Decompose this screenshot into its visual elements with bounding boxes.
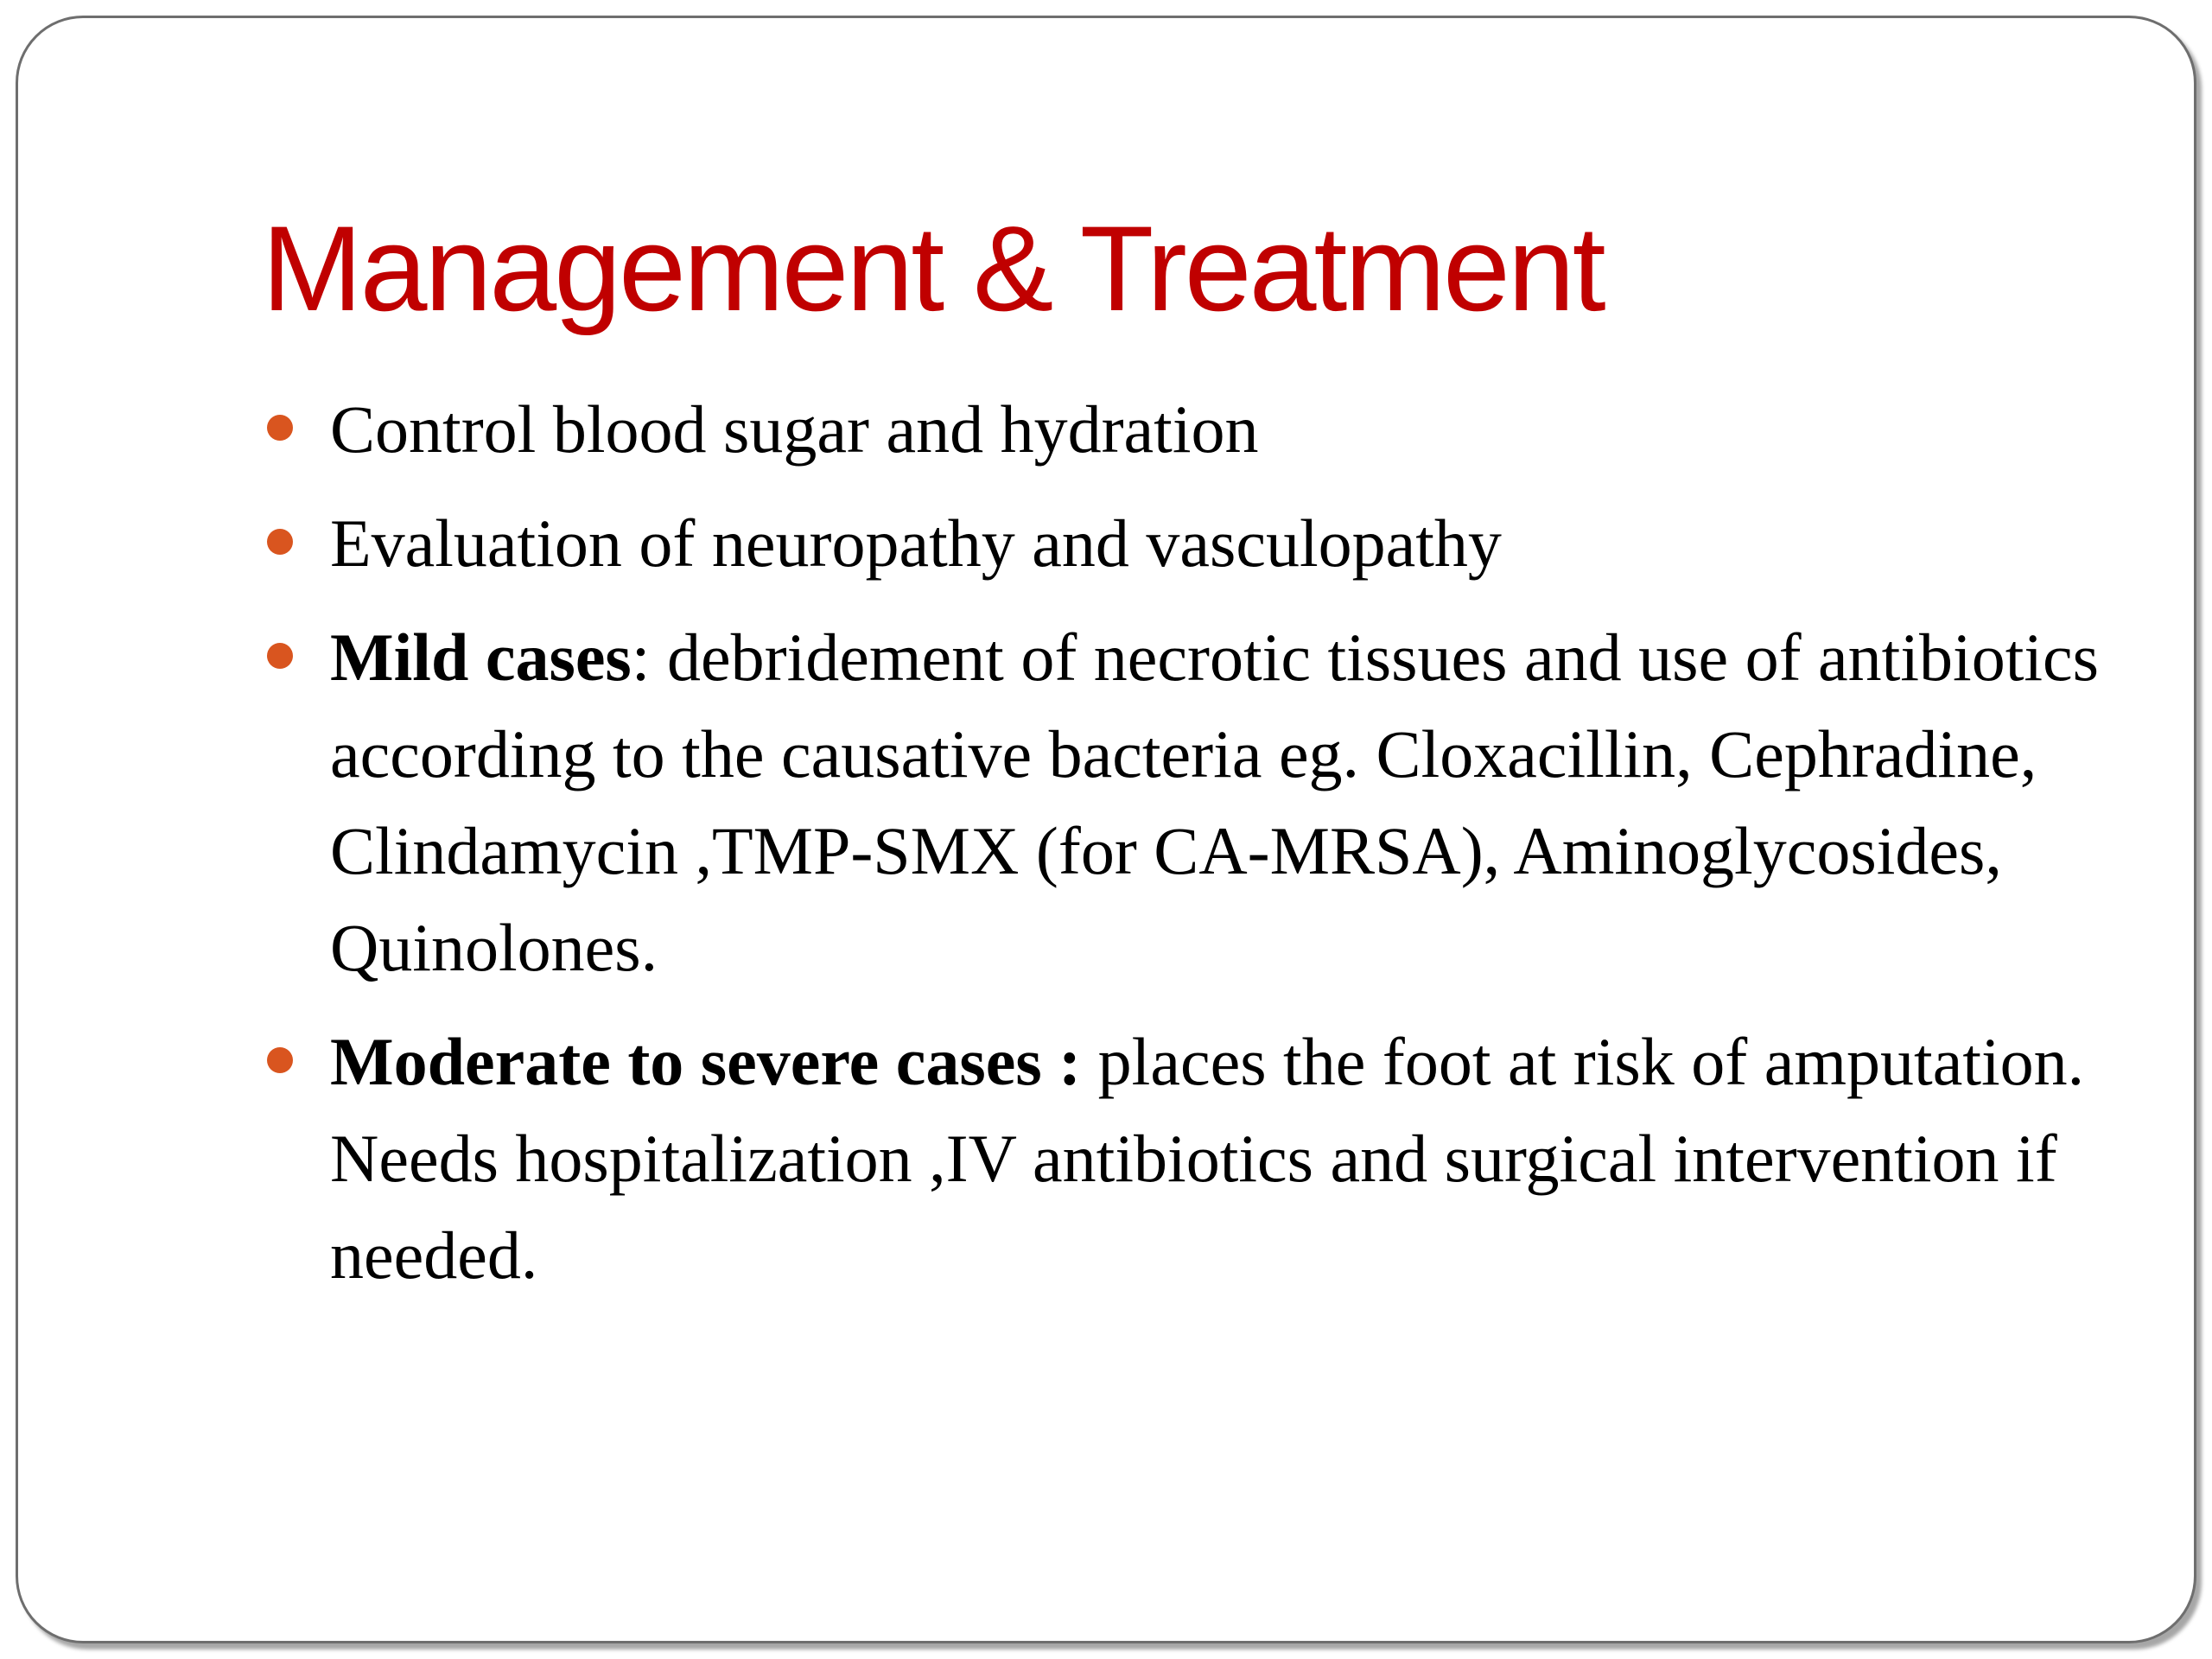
bullet-text: places the foot at risk of amputation. Needs hospitalization ,IV antibiotics and surgical intervention if needed. xyxy=(330,1024,2085,1293)
bullet-item xyxy=(262,1014,2128,1304)
bullet-text: Evaluation of neuropathy and vasculopathy xyxy=(330,505,1502,581)
bullet-list xyxy=(262,381,2128,1321)
slide-title: Management & Treatment xyxy=(262,200,1604,336)
bullet-dot-icon xyxy=(267,529,293,555)
bullet-dot-icon xyxy=(267,415,293,441)
bullet-item xyxy=(262,381,2128,478)
bullet-item xyxy=(262,495,2128,592)
bullet-lead: Moderate to severe cases : xyxy=(330,1024,1082,1099)
bullet-item xyxy=(262,609,2128,996)
bullet-dot-icon xyxy=(267,643,293,669)
bullet-text: Control blood sugar and hydration xyxy=(330,391,1259,467)
bullet-lead: Mild cases xyxy=(330,620,632,695)
bullet-text: : debridement of necrotic tissues and use of antibiotics according to the causative bacteria eg. Cloxacillin, Cephradine, Clindamycin ,TMP-SMX (for CA-MRSA), Aminoglycosides, Quinolones. xyxy=(330,620,2100,985)
bullet-dot-icon xyxy=(267,1047,293,1073)
slide-frame xyxy=(16,16,2196,1643)
